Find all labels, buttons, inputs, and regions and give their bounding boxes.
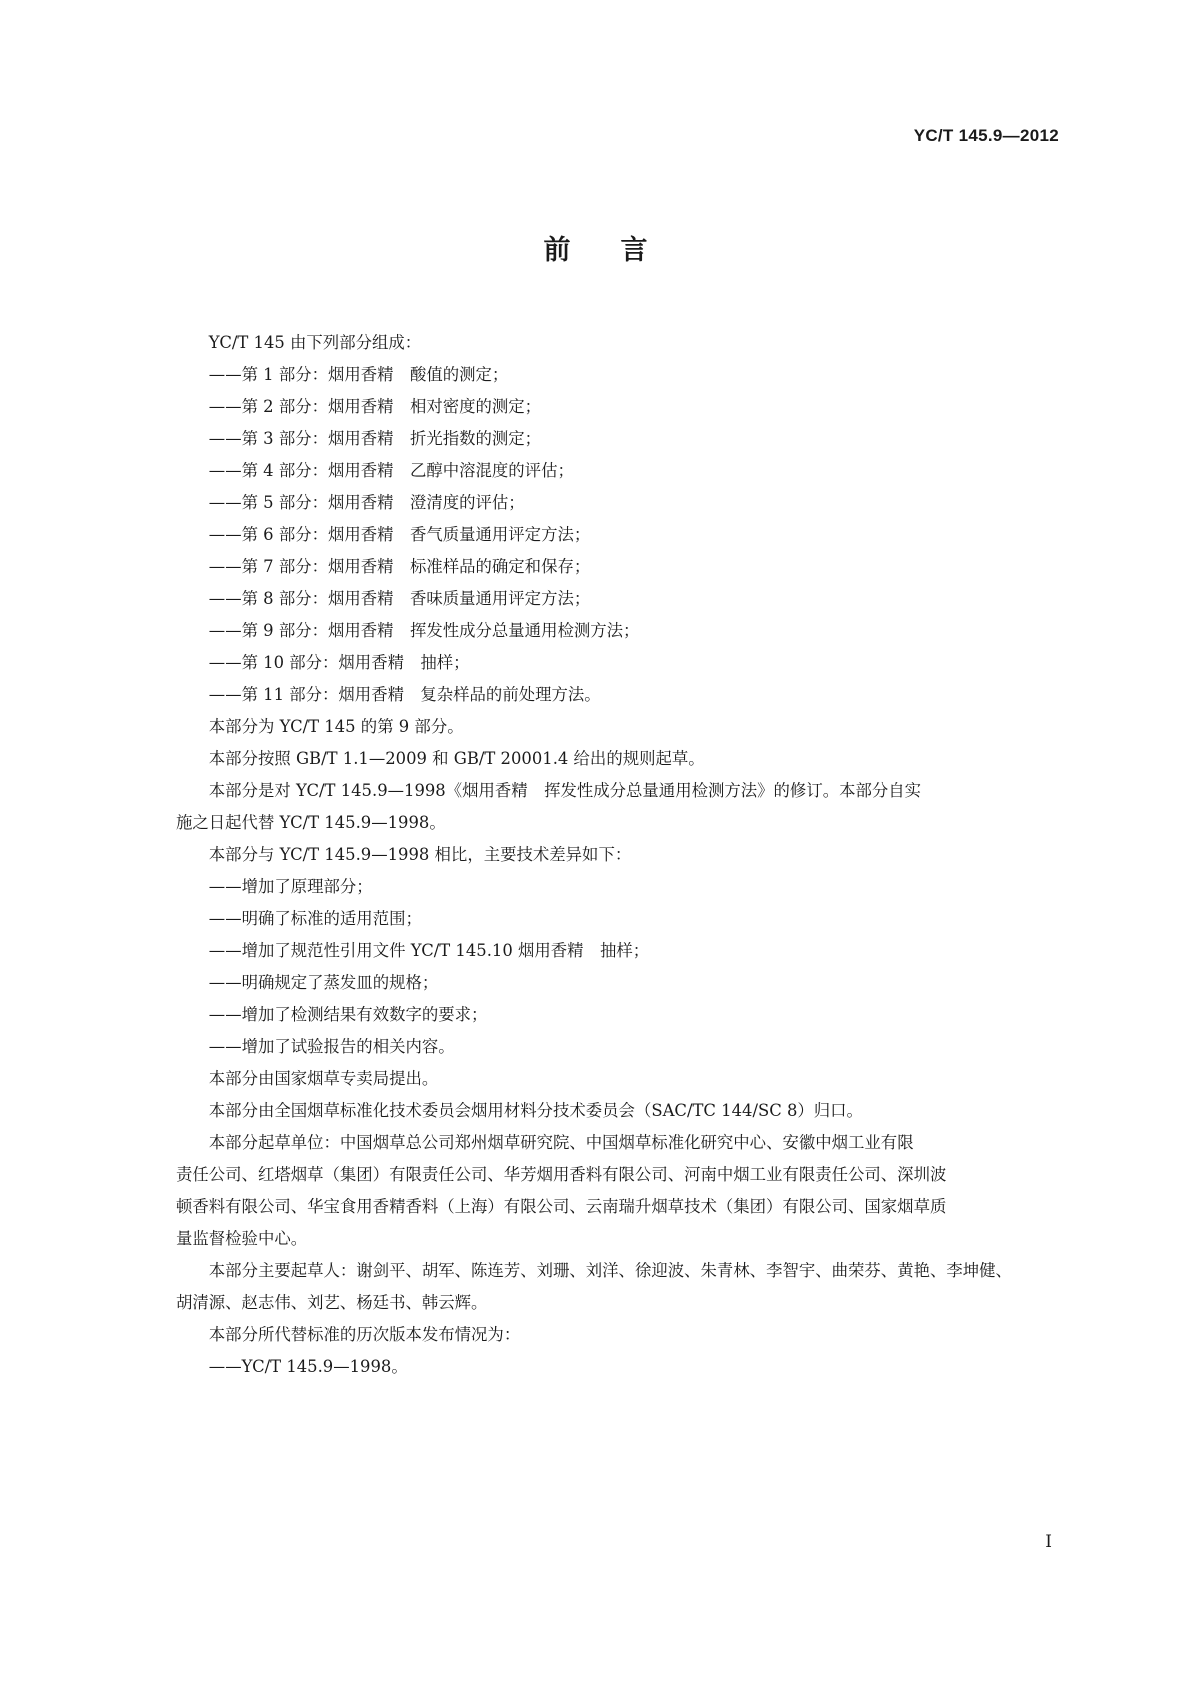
changes-intro: 本部分与 YC/T 145.9—1998 相比，主要技术差异如下： xyxy=(208,845,632,864)
part-item: ——第 4 部分：烟用香精 乙醇中溶混度的评估； xyxy=(208,461,574,480)
part-item: ——第 3 部分：烟用香精 折光指数的测定； xyxy=(208,429,542,448)
parts-intro: YC/T 145 由下列部分组成： xyxy=(208,333,422,352)
change-item: ——明确规定了蒸发皿的规格； xyxy=(208,973,439,992)
history-item: ——YC/T 145.9—1998。 xyxy=(208,1357,408,1376)
part-item: ——第 5 部分：烟用香精 澄清度的评估； xyxy=(208,493,525,512)
part-item: ——第 6 部分：烟用香精 香气质量通用评定方法； xyxy=(208,525,591,544)
revision-statement-line-2: 施之日起代替 YC/T 145.9—1998。 xyxy=(176,813,446,832)
revision-statement-line-1: 本部分是对 YC/T 145.9—1998《烟用香精 挥发性成分总量通用检测方法》的修订。本部分自实 xyxy=(208,781,922,800)
change-item: ——增加了检测结果有效数字的要求； xyxy=(208,1005,488,1024)
this-part-statement: 本部分为 YC/T 145 的第 9 部分。 xyxy=(208,717,464,736)
part-item: ——第 1 部分：烟用香精 酸值的测定； xyxy=(208,365,509,384)
change-item: ——明确了标准的适用范围； xyxy=(208,909,422,928)
document-body xyxy=(176,327,1061,1383)
managed-by-statement: 本部分由全国烟草标准化技术委员会烟用材料分技术委员会（SAC/TC 144/SC 8）归口。 xyxy=(208,1101,863,1120)
part-item: ——第 10 部分：烟用香精 抽样； xyxy=(208,653,470,672)
drafting-units-line-1: 本部分起草单位：中国烟草总公司郑州烟草研究院、中国烟草标准化研究中心、安徽中烟工业有限 xyxy=(208,1133,914,1152)
change-item: ——增加了规范性引用文件 YC/T 145.10 烟用香精 抽样； xyxy=(208,941,650,960)
part-item: ——第 8 部分：烟用香精 香味质量通用评定方法； xyxy=(208,589,591,608)
drafting-rules-statement: 本部分按照 GB/T 1.1—2009 和 GB/T 20001.4 给出的规则起草。 xyxy=(208,749,705,768)
drafters-line-2: 胡清源、赵志伟、刘艺、杨廷书、韩云辉。 xyxy=(176,1293,488,1312)
drafting-units-line-4: 量监督检验中心。 xyxy=(176,1229,308,1248)
part-item: ——第 9 部分：烟用香精 挥发性成分总量通用检测方法； xyxy=(208,621,640,640)
standard-number: YC/T 145.9—2012 xyxy=(913,126,1059,145)
drafting-units-line-3: 顿香料有限公司、华宝食用香精香料（上海）有限公司、云南瑞升烟草技术（集团）有限公司、国家烟草质 xyxy=(176,1197,947,1216)
page-title: 前言 xyxy=(543,235,698,266)
change-item: ——增加了试验报告的相关内容。 xyxy=(208,1037,455,1056)
proposed-by-statement: 本部分由国家烟草专卖局提出。 xyxy=(208,1069,439,1088)
drafters-line-1: 本部分主要起草人：谢剑平、胡军、陈连芳、刘珊、刘洋、徐迎波、朱青林、李智宇、曲荣芬、黄艳、李坤健、 xyxy=(208,1261,1012,1280)
change-item: ——增加了原理部分； xyxy=(208,877,373,896)
page-number: I xyxy=(1045,1532,1052,1552)
part-item: ——第 11 部分：烟用香精 复杂样品的前处理方法。 xyxy=(208,685,601,704)
drafting-units-line-2: 责任公司、红塔烟草（集团）有限责任公司、华芳烟用香料有限公司、河南中烟工业有限责任公司、深圳波 xyxy=(176,1165,947,1184)
history-intro: 本部分所代替标准的历次版本发布情况为： xyxy=(208,1325,521,1344)
part-item: ——第 2 部分：烟用香精 相对密度的测定； xyxy=(208,397,542,416)
part-item: ——第 7 部分：烟用香精 标准样品的确定和保存； xyxy=(208,557,591,576)
